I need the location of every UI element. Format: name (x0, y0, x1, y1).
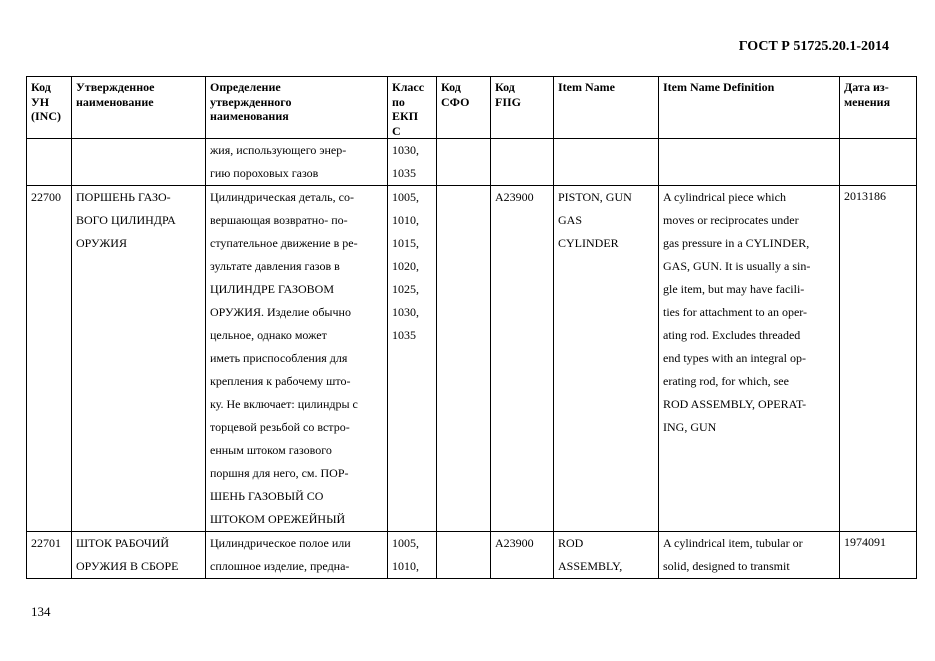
header-line: Дата из- (844, 80, 889, 94)
header-line: СФО (441, 94, 470, 109)
cell-approved-name (72, 139, 206, 186)
cell-line: цельное, однако может (210, 328, 327, 342)
table-row (27, 186, 917, 532)
cell-sfo (437, 186, 491, 532)
cell-approved-name (72, 186, 206, 532)
cell-line: ОРУЖИЯ. Изделие обычно (210, 305, 351, 319)
cell-line: ties for attachment to an oper- (663, 305, 808, 319)
header-line: ЕКП (392, 109, 419, 123)
cell-line: крепления к рабочему што- (210, 374, 351, 388)
cell-inc: 22700 (27, 186, 72, 532)
cell-line: ПОРШЕНЬ ГАЗО- (76, 190, 171, 204)
header-inc (27, 77, 72, 139)
cell-line: CYLINDER (558, 236, 619, 250)
cell-line: 1035 (392, 166, 416, 180)
header-line: (INC) (31, 109, 61, 123)
cell-line: ступательное движение в ре- (210, 236, 358, 250)
cell-line: ШЕНЬ ГАЗОВЫЙ СО (210, 489, 324, 503)
cell-inc: 22701 (27, 532, 72, 579)
cell-class (388, 139, 437, 186)
cell-line: 1020, (392, 259, 419, 273)
cell-line: ating rod. Excludes threaded (663, 328, 801, 342)
header-line: Код (495, 80, 515, 94)
cell-line: ING, GUN (663, 420, 717, 434)
cell-line: 1025, (392, 282, 419, 296)
header-change-date (840, 77, 917, 139)
table-header-row (27, 77, 917, 139)
header-line: наименования (210, 109, 289, 123)
header-sfo (437, 77, 491, 139)
cell-line: 1035 (392, 328, 416, 342)
header-line: Код (441, 80, 461, 94)
cell-line: зультате давления газов в (210, 259, 340, 273)
cell-item-definition (659, 186, 840, 532)
cell-line: 1030, (392, 143, 419, 157)
header-line: Item Name (558, 80, 615, 94)
header-line: утвержденного (210, 94, 292, 109)
cell-line: ку. Не включает: цилиндры с (210, 397, 358, 411)
cell-line: A cylindrical item, tubular or (663, 536, 803, 550)
cell-line: GAS (558, 213, 583, 227)
cell-line: ОРУЖИЯ (76, 236, 127, 250)
cell-line: ОРУЖИЯ В СБОРЕ (76, 559, 179, 573)
cell-line: торцевой резьбой со встро- (210, 420, 350, 434)
cell-approved-name (72, 532, 206, 579)
cell-line: гию пороховых газов (210, 166, 319, 180)
cell-line: gas pressure in a CYLINDER, (663, 236, 810, 250)
cell-line: ВОГО ЦИЛИНДРА (76, 213, 176, 227)
header-line: Определение (210, 80, 281, 94)
cell-item-definition (659, 532, 840, 579)
header-definition (206, 77, 388, 139)
header-line: Класс (392, 80, 425, 94)
cell-line: PISTON, GUN (558, 190, 632, 204)
cell-line: 1010, (392, 559, 419, 573)
cell-line: ШТОК РАБОЧИЙ (76, 536, 170, 550)
cell-line: A cylindrical piece which (663, 190, 786, 204)
table-row (27, 139, 917, 186)
cell-line: поршня для него, см. ПОР- (210, 466, 349, 480)
registry-table (26, 76, 917, 579)
table-body (27, 139, 917, 579)
header-fiig (491, 77, 554, 139)
cell-definition (206, 139, 388, 186)
cell-line: вершающая возвратно- по- (210, 213, 348, 227)
cell-change-date: 1974091 (840, 532, 917, 579)
cell-class (388, 532, 437, 579)
header-line: С (392, 123, 401, 138)
cell-line: Цилиндрическое полое или (210, 536, 351, 550)
cell-definition (206, 186, 388, 532)
cell-line: ШТОКОМ ОРЕЖЕЙНЫЙ (210, 512, 346, 526)
cell-item-name (554, 186, 659, 532)
cell-line: 1005, (392, 190, 419, 204)
cell-line: 1030, (392, 305, 419, 319)
page-number: 134 (31, 604, 51, 619)
header-item-name (554, 77, 659, 139)
document-standard-number: ГОСТ Р 51725.20.1-2014 (738, 39, 889, 54)
cell-line: 1015, (392, 236, 419, 250)
cell-line: енным штоком газового (210, 443, 332, 457)
cell-line: solid, designed to transmit (663, 559, 790, 573)
cell-fiig (491, 139, 554, 186)
cell-line: иметь приспособления для (210, 351, 348, 365)
header-line: по (392, 94, 405, 109)
header-class (388, 77, 437, 139)
header-item-definition (659, 77, 840, 139)
cell-line: 1010, (392, 213, 419, 227)
header-approved-name (72, 77, 206, 139)
header-line: наименование (76, 94, 154, 109)
cell-line: moves or reciprocates under (663, 213, 799, 227)
header-line: УН (31, 94, 50, 109)
cell-fiig: A23900 (491, 186, 554, 532)
cell-item-definition (659, 139, 840, 186)
cell-line: erating rod, for which, see (663, 374, 789, 388)
cell-sfo (437, 139, 491, 186)
cell-item-name (554, 139, 659, 186)
table-row (27, 532, 917, 579)
header-line: Код (31, 80, 51, 94)
cell-class (388, 186, 437, 532)
cell-line: ROD (558, 536, 584, 550)
cell-inc (27, 139, 72, 186)
cell-item-name (554, 532, 659, 579)
cell-line: ROD ASSEMBLY, OPERAT- (663, 397, 807, 411)
header-line: FIIG (495, 94, 522, 109)
cell-line: 1005, (392, 536, 419, 550)
cell-line: end types with an integral op- (663, 351, 806, 365)
cell-line: Цилиндрическая деталь, со- (210, 190, 354, 204)
cell-change-date: 2013186 (840, 186, 917, 532)
header-line: менения (844, 94, 891, 109)
cell-change-date (840, 139, 917, 186)
header-line: Item Name Definition (663, 80, 775, 94)
cell-definition (206, 532, 388, 579)
cell-fiig: A23900 (491, 532, 554, 579)
header-line: Утвержденное (76, 80, 155, 94)
cell-line: ЦИЛИНДРЕ ГАЗОВОМ (210, 282, 335, 296)
cell-line: ASSEMBLY, (558, 559, 623, 573)
cell-line: жия, использующего энер- (210, 143, 347, 157)
cell-line: сплошное изделие, предна- (210, 559, 350, 573)
cell-line: GAS, GUN. It is usually a sin- (663, 259, 811, 273)
cell-line: gle item, but may have facili- (663, 282, 805, 296)
cell-sfo (437, 532, 491, 579)
